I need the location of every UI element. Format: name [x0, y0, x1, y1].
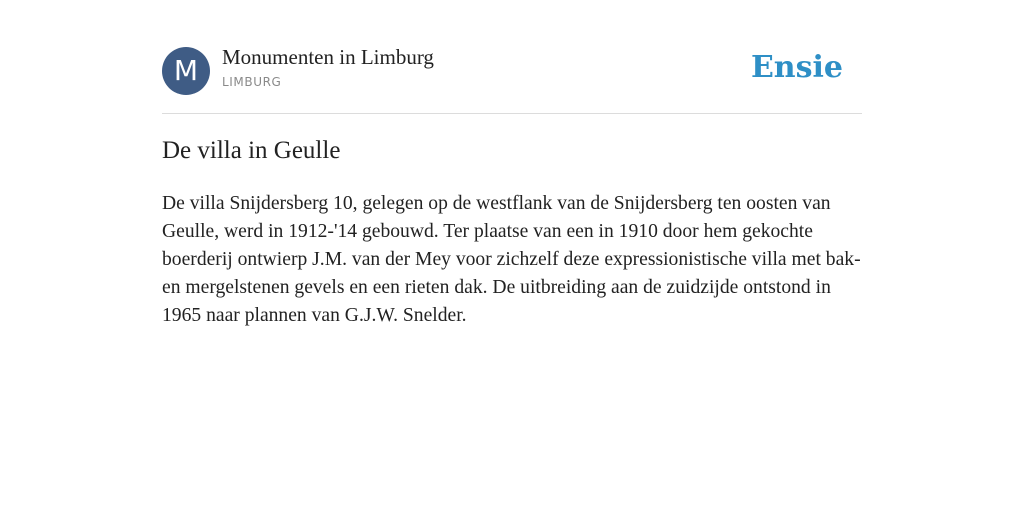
article-body: De villa Snijdersberg 10, gelegen op de westflank van de Snijdersberg ten oosten van Geulle, werd in 1912-'14 gebouwd. Ter plaatse van een in 1910 door hem gekochte boerderij ontwierp J.M. van der Mey voor zichzelf deze expressionistische villa met bak- en mergelstenen gevels en een rieten dak. De uitbreiding aan de zuidzijde ontstond in 1965 naar plannen van G.J.W. Snelder.: [162, 193, 861, 326]
collection-subtitle: LIMBURG: [222, 75, 282, 89]
collection-avatar[interactable]: M: [162, 47, 210, 95]
card-header: [162, 0, 862, 114]
article-title: De villa in Geulle: [162, 137, 341, 164]
ensie-card: [162, 0, 862, 326]
ensie-logo[interactable]: Ensie: [750, 50, 843, 85]
collection-title[interactable]: Monumenten in Limburg: [222, 45, 434, 69]
